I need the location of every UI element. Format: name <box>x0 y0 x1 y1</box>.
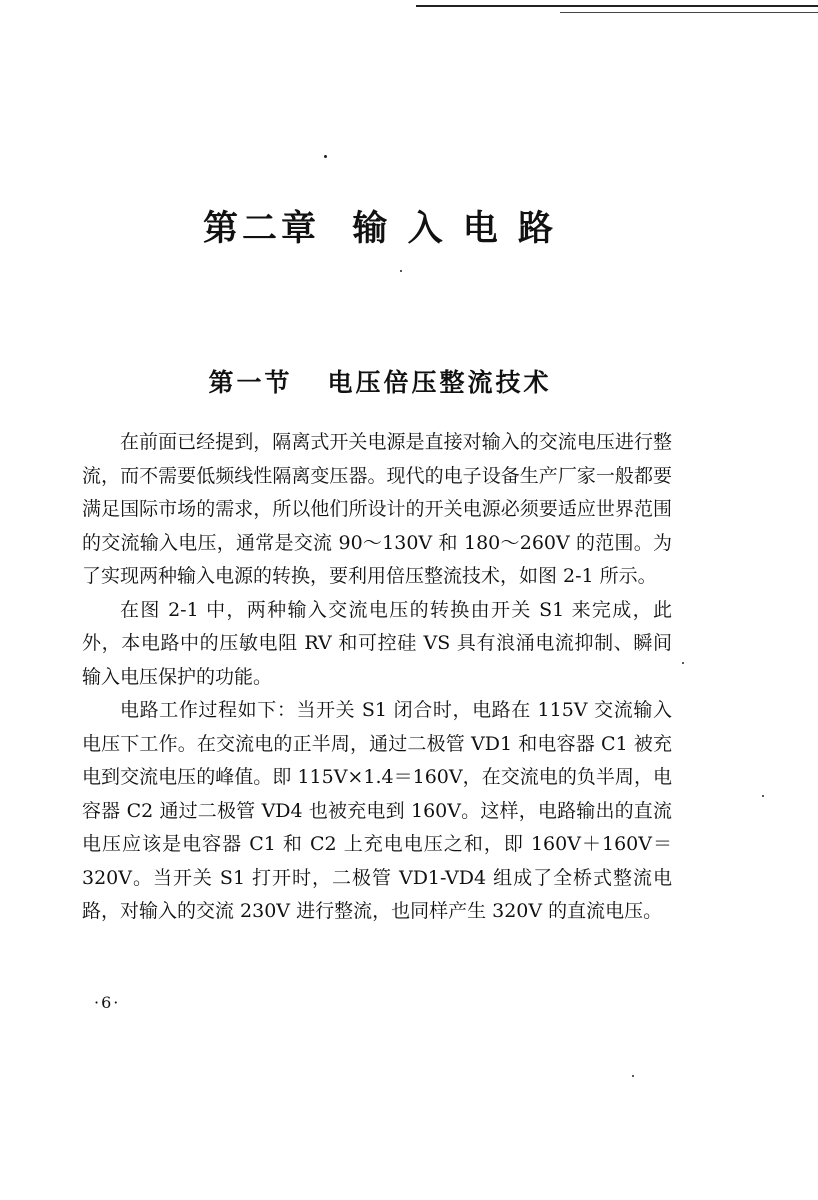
chapter-title: 第二章 输 入 电 路 <box>203 209 557 250</box>
top-edge-rule <box>416 5 818 7</box>
page-number: ·6· <box>94 993 121 1012</box>
scan-speck <box>632 1075 634 1077</box>
body-text <box>82 426 672 929</box>
scan-speck <box>682 662 684 664</box>
scan-speck <box>762 795 764 797</box>
scan-speck <box>324 155 327 158</box>
top-edge-rule-secondary <box>560 12 818 13</box>
scan-speck <box>400 270 402 272</box>
paragraph-1: 在前面已经提到，隔离式开关电源是直接对输入的交流电压进行整流，而不需要低频线性隔离变压器。现代的电子设备生产厂家一般都要满足国际市场的需求，所以他们所设计的开关电源必须要适应世界范围的交流输入电压，通常是交流 90～130V 和 180～260V 的范围。为了实现两种输入电源的转换，要利用倍压整流技术，如图 2-1 所示。 <box>82 431 672 587</box>
section-title: 第一节 电压倍压整流技术 <box>208 367 552 397</box>
paragraph-2: 在图 2-1 中，两种输入交流电压的转换由开关 S1 来完成，此外，本电路中的压敏电阻 RV 和可控硅 VS 具有浪涌电流抑制、瞬间输入电压保护的功能。 <box>82 598 672 688</box>
paragraph-3: 电路工作过程如下：当开关 S1 闭合时，电路在 115V 交流输入电压下工作。在交流电的正半周，通过二极管 VD1 和电容器 C1 被充电到交流电压的峰值。即 115V×1.4＝160V，在交流电的负半周，电容器 C2 通过二极管 VD4 也被充电到 160V。这样，电路输出的直流电压应该是电容器 C1 和 C2 上充电电压之和，即 160V＋160V＝320V。当开关 S1 打开时，二极管 VD1-VD4 组成了全桥式整流电路，对输入的交流 230V 进行整流，也同样产生 320V 的直流电压。 <box>82 699 672 922</box>
